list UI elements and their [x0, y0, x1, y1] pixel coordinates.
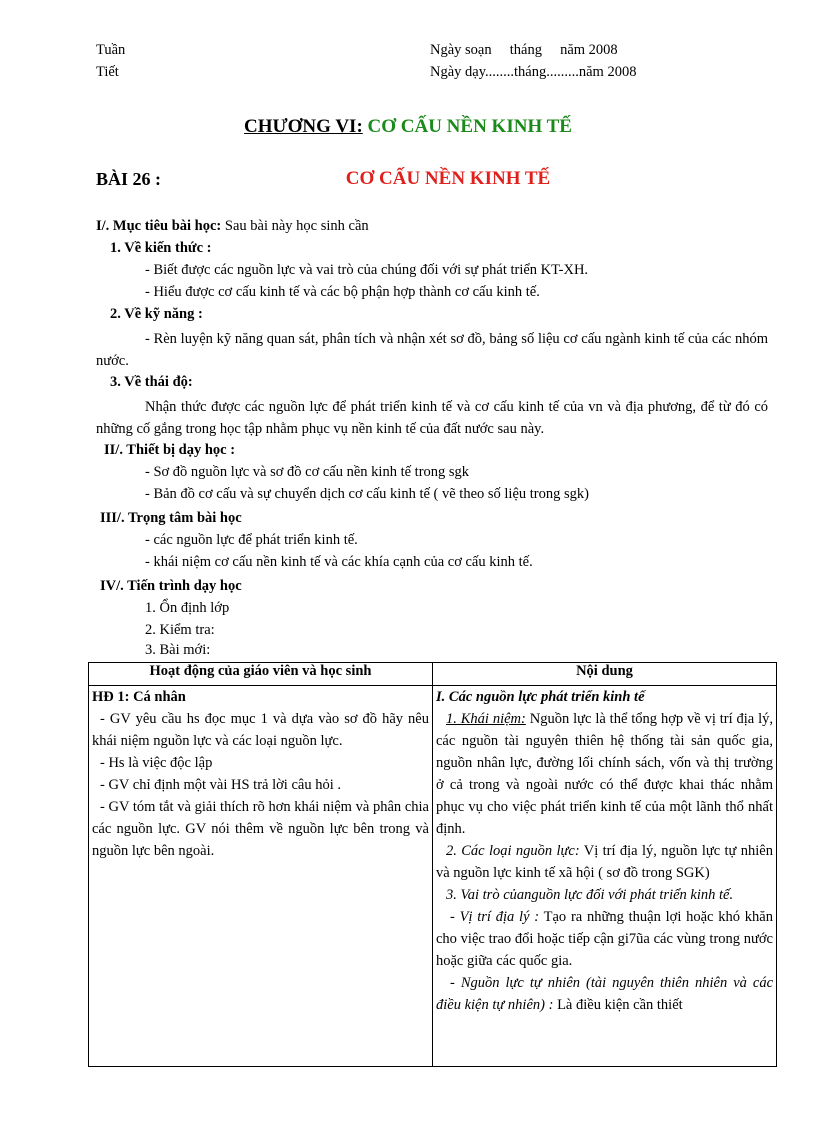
lesson-label: BÀI 26 : [96, 169, 162, 189]
skills-heading: 2. Về kỹ năng : [110, 306, 203, 322]
process-step: 2. Kiểm tra: [145, 622, 215, 638]
types-text: Vị trí địa lý, nguồn lực tự nhiên và nguồn lực kinh tế xã hội ( sơ đồ trong SGK) [436, 843, 773, 881]
types-label: 2. Các loại nguồn lực: [446, 843, 580, 859]
location-label: - Vị trí địa lý : [450, 909, 540, 925]
activity-step: - GV chỉ định một vài HS trả lời câu hỏi . [100, 777, 341, 793]
knowledge-heading: 1. Về kiến thức : [110, 240, 212, 256]
attitude-heading: 3. Về thái độ: [110, 374, 193, 390]
content-section-title: I. Các nguồn lực phát triển kinh tế [436, 689, 645, 705]
content-concept [436, 708, 773, 840]
lesson-title: CƠ CẤU NỀN KINH TẾ [345, 168, 551, 189]
table-row [89, 686, 777, 1067]
chapter-title: CƠ CẤU NỀN KINH TẾ [367, 116, 572, 137]
equipment-item: - Sơ đồ nguồn lực và sơ đồ cơ cấu nền kinh tế trong sgk [145, 464, 470, 480]
content-cell [433, 686, 777, 1067]
equipment-item: - Bản đồ cơ cấu và sự chuyển dịch cơ cấu kinh tế ( vẽ theo số liệu trong sgk) [145, 486, 589, 502]
content-role: 3. Vai trò củanguồn lực đối với phát triển kinh tế. [446, 887, 734, 903]
focus-heading: III/. Trọng tâm bài học [100, 510, 242, 526]
content-types [436, 840, 773, 884]
content-location [436, 906, 773, 972]
activity-title: HĐ 1: Cá nhân [92, 689, 186, 705]
content-natural [436, 972, 773, 1016]
table-header-row [89, 663, 777, 686]
attitude-item: Nhận thức được các nguồn lực để phát triển kinh tế và cơ cấu kinh tế của vn và địa phương, để từ đó có những cố gắng trong học tập nhằm phục vụ nền kinh tế của đất nước sau này. [96, 399, 768, 437]
focus-item: - các nguồn lực để phát triển kinh tế. [145, 532, 358, 548]
period-label: Tiết [96, 64, 119, 80]
activity-step: - GV yêu cầu hs đọc mục 1 và dựa vào sơ đồ hãy nêu khái niệm nguồn lực và các loại nguồn lực. [92, 711, 429, 749]
concept-text: Nguồn lực là thể tổng hợp về vị trí địa lý, các nguồn tài nguyên thiên hệ thống tài sản quốc gia, nguồn nhân lực, đường lối chính sách, vốn và thị trường ở cả trong và ngoài nước có thể được khai thác nhằm phục vụ cho việc phát triển kinh tế của một lãnh thổ nhất định. [436, 711, 774, 837]
concept-label: 1. Khái niệm: [446, 711, 526, 727]
knowledge-item: - Biết được các nguồn lực và vai trò của chúng đối với sự phát triển KT-XH. [145, 262, 589, 278]
equipment-heading: II/. Thiết bị dạy học : [104, 442, 236, 458]
process-heading: IV/. Tiến trình dạy học [100, 578, 242, 594]
location-text: Tạo ra những thuận lợi hoặc khó khăn cho việc trao đổi hoặc tiếp cận gi7ũa các vùng trong nước hoặc giữa các quốc gia. [436, 909, 773, 969]
teach-date: Ngày dạy........tháng.........năm 2008 [430, 64, 637, 80]
activity-step: - Hs là việc độc lập [100, 755, 213, 771]
lesson-plan-table [88, 662, 777, 1067]
activity-step: - GV tóm tắt và giải thích rõ hơn khái niệm và phân chia các nguồn lực. GV nói thêm về nguồn lực bên trong và nguồn lực bên ngoài. [92, 799, 429, 859]
chapter-heading [0, 116, 816, 138]
prep-date: Ngày soạn tháng năm 2008 [430, 42, 618, 58]
process-step: 3. Bài mới: [145, 642, 211, 658]
col-activities-header: Hoạt động của giáo viên và học sinh [89, 663, 433, 686]
process-step: 1. Ổn định lớp [145, 600, 230, 616]
natural-text: Là điều kiện cần thiết [557, 997, 683, 1013]
objectives-heading: I/. Mục tiêu bài học: [96, 218, 222, 234]
focus-item: - khái niệm cơ cấu nền kinh tế và các khía cạnh của cơ cấu kinh tế. [145, 554, 533, 570]
skills-item: - Rèn luyện kỹ năng quan sát, phân tích và nhận xét sơ đồ, bảng số liệu cơ cấu ngành kinh tế của các nhóm nước. [96, 331, 768, 369]
natural-label: - Nguồn lực tự nhiên (tài nguyên thiên nhiên và các điều kiện tự nhiên) : [436, 975, 773, 1013]
objectives-heading-tail: Sau bài này học sinh cần [224, 218, 369, 234]
week-label: Tuần [96, 42, 126, 58]
knowledge-item: - Hiểu được cơ cấu kinh tế và các bộ phận hợp thành cơ cấu kinh tế. [145, 284, 540, 300]
col-content-header: Nội dung [433, 663, 777, 686]
activities-cell [89, 686, 433, 1067]
chapter-label: CHƯƠNG VI: [244, 116, 363, 137]
objectives-heading-line [96, 218, 369, 235]
